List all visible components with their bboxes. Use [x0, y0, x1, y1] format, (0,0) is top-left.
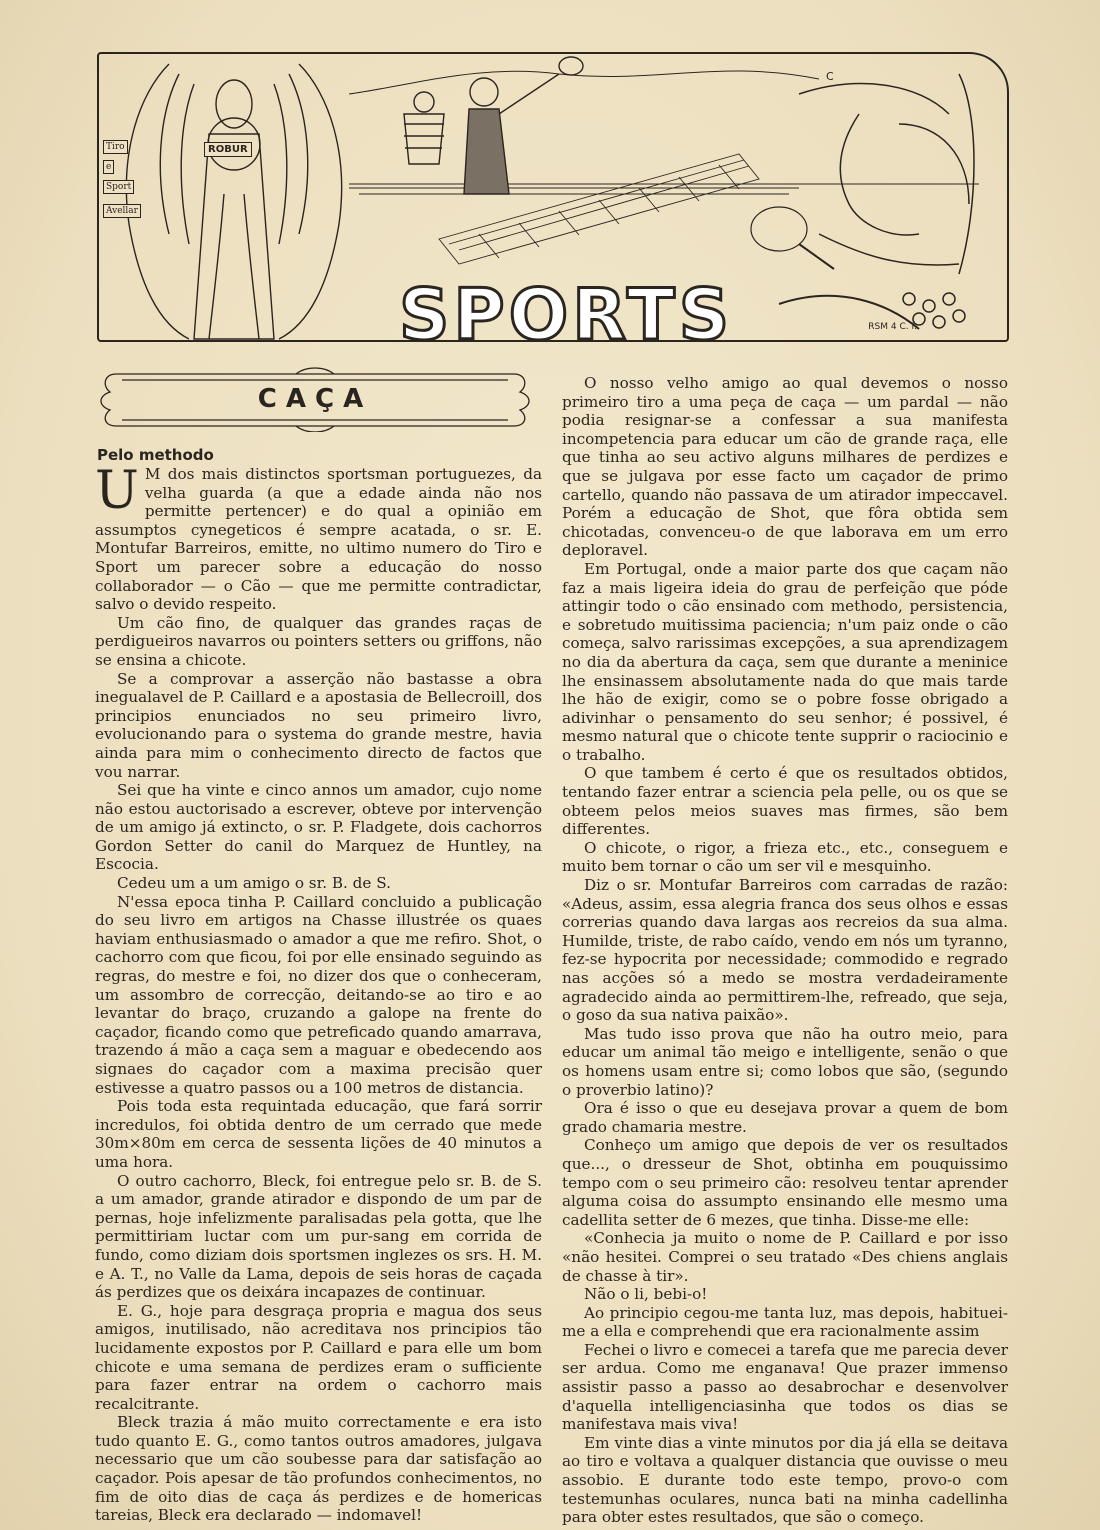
left-column — [95, 461, 542, 1525]
paragraph: «Conhecia ja muito o nome de P. Caillard e por isso «não hesitei. Comprei o seu tratado «Des chiens anglais de chasse à tir». — [562, 1229, 1008, 1285]
paragraph: Bleck trazia á mão muito correctamente e era isto tudo quanto E. G., como tantos outros amadores, julgava necessario que um cão soubesse para dar satisfação ao caçador. Pois apesar de tão profundos conhecimentos, no fim de oito dias de caça ás perdizes e de homericas tareias, Bleck era declarado — indomavel! — [95, 1413, 542, 1525]
robur-emblem: ROBUR — [204, 142, 252, 157]
paragraph: Ao principio cegou-me tanta luz, mas depois, habituei-me a ella e comprehendi que era racionalmente assim — [562, 1303, 1008, 1341]
artist-signature: RSM 4 C. I. — [868, 322, 917, 332]
paragraph: N'essa epoca tinha P. Caillard concluido a publicação do seu livro em artigos na Chasse illustrée os quaes haviam enthusiasmado o amador a que me refiro. Shot, o cachorro com que ficou, foi por elle ensinado seguindo as regras, do mestre e foi, no dizer dos que o conheceram, um assombro de correcção, deitando-se ao tiro e ao levantar do braço, cruzando a galope na frente do caçador, ficando como que petreficado quando amarrava, trazendo á mão a caça sem a maguar e obedecendo aos signaes do caçador com a maxima precisão quer estivesse a quatro passos ou a 100 metros de distancia. — [95, 892, 542, 1097]
paragraph: Em vinte dias a vinte minutos por dia já ella se deitava ao tiro e voltava a qualquer distancia que ouvisse o meu assobio. E durante todo este tempo, provo-o com testemunhas oculares, nunca bati na minha cadellinha para obter estes resultados, que são o começo. — [562, 1433, 1008, 1527]
right-column — [562, 374, 1008, 1527]
cap-letter: C — [826, 70, 834, 83]
paragraph: Em Portugal, onde a maior parte dos que caçam não faz a mais ligeira ideia do grau de perfeição que póde attingir todo o cão ensinado com methodo, persistencia, e sobretudo muitissima paciencia; n'um paiz onde o cão começa, salvo rarissimas excepções, a sua aprendizagem no dia da abertura da caça, sem que durante a meninice lhe ensinassem absolutamente nada do que mais tarde lhe hão de exigir, como se o pobre fosse obrigado a adivinhar o pensamento do seu senhor; é possivel, é mesmo natural que o chicote tente supprir o raciocinio e o trabalho. — [562, 559, 1008, 764]
paragraph: Pois toda esta requintada educação, que fará sorrir incredulos, foi obtida dentro de um cerrado que mede 30m×80m em cerca de sessenta lições de 40 minutos a uma hora. — [95, 1097, 542, 1171]
side-tab-avellar: Avellar — [103, 204, 141, 218]
paragraph: O chicote, o rigor, a frieza etc., etc., conseguem e muito bem tornar o cão um ser vil e mesquinho. — [562, 838, 1008, 876]
paragraph: Mas tudo isso prova que não ha outro meio, para educar um animal tão meigo e intelligente, senão o que os homens usam entre si; como lobos que são, (segundo o proverbio latino)? — [562, 1024, 1008, 1099]
paragraph: Um cão fino, de qualquer das grandes raças de perdigueiros navarros ou pointers setters ou griffons, não se ensina a chicote. — [95, 613, 542, 669]
side-tab-e: e — [103, 160, 114, 174]
drop-cap: U — [95, 461, 139, 521]
side-tab-sport: Sport — [103, 180, 134, 194]
paragraph: Não o li, bebi-o! — [584, 1285, 708, 1304]
paragraph: E. G., hoje para desgraça propria e magua dos seus amigos, inutilisado, não acreditava nos principios tão lucidamente expostos por P. Caillard e para elle um bom chicote e uma semana de perdizes eram o sufficiente para fazer entrar na ordem o cachorro mais recalcitrante. — [95, 1301, 542, 1413]
paragraph: Ora é isso o que eu desejava provar a quem de bom grado chamaria mestre. — [562, 1099, 1008, 1136]
paragraph: O outro cachorro, Bleck, foi entregue pelo sr. B. de S. a um amador, grande atirador e dispondo de um par de pernas, hoje infelizmente paralisadas pela gotta, que lhe permittiriam luctar com um pur-sang em corrida de fundo, como diziam dois sportsmen inglezes os srs. H. M. e A. T., no Valle da Lama, depois de seis horas de caçada ás perdizes que os deixára incapazes de continuar. — [95, 1171, 542, 1302]
banner-title: SPORTS — [399, 274, 734, 342]
paragraph: Conheço um amigo que depois de ver os resultados que..., o dresseur de Shot, obtinha em pouquissimo tempo com o seu primeiro cão: resolveu tentar aprender alguma coisa do assumpto ensinando elle mesmo uma cadellita setter de 6 mezes, que tinha. Disse-me elle: — [562, 1136, 1008, 1229]
header-illustration — [97, 52, 1009, 342]
article-subtitle: Pelo methodo — [97, 446, 214, 464]
paragraph: Diz o sr. Montufar Barreiros com carradas de razão: «Adeus, assim, essa alegria franca dos seus olhos e essas correrias quando dava largas aos recreios da sua alma. Humilde, triste, de rabo caído, vendo em nós um tyranno, fez-se hypocrita por necessidade; commodido e regrado nas acções só a medo se mostra verdadeiramente agradecido ainda ao permittirem-lhe, refreado, que seja, o goso da sua nativa paixão». — [562, 876, 1008, 1025]
paragraph: U M dos mais distinctos sportsman portuguezes, da velha guarda (a que a edade ainda não nos permitte pertencer) e do qual a opinião em assumptos cynegeticos é sempre acatada, o sr. E. Montufar Barreiros, emitte, no ultimo numero do Tiro e Sport um parecer sobre a educação do nosso collaborador — o Cão — que me permitte contradictar, salvo o devido respeito. — [95, 461, 542, 614]
paragraph: Sei que ha vinte e cinco annos um amador, cujo nome não estou auctorisado a escrever, obteve por intervenção de um amigo já extincto, o sr. P. Fladgete, dois cachorros Gordon Setter do canil do Marquez de Huntley, na Escocia. — [95, 781, 542, 874]
section-cartouche — [96, 366, 534, 432]
paragraph: Cedeu um a um amigo o sr. B. de S. — [117, 874, 391, 893]
paragraph: O que tambem é certo é que os resultados obtidos, tentando fazer entrar a sciencia pela pelle, ou os que se obteem pelos meios suaves mas firmes, são bem differentes. — [562, 764, 1008, 839]
paragraph: O nosso velho amigo ao qual devemos o nosso primeiro tiro a uma peça de caça — um pardal — não podia resignar-se a confessar a sua manifesta incompetencia para educar um cão de grande raça, elle que tinha ao seu activo alguns milhares de perdizes e que se julgava por esse facto um caçador de primo cartello, quando não passava de um atirador impeccavel. Porém a educação de Shot, que fôra obtida sem chicotadas, convenceu-o de que laborava em um erro deploravel. — [562, 374, 1008, 560]
side-tab-tiro: Tiro — [103, 140, 128, 154]
paragraph: Se a comprovar a asserção não bastasse a obra inegualavel de P. Caillard e a apostasia de Bellecroill, dos principios enunciados no seu primeiro livro, evolucionando para o systema do grande mestre, havia ainda para mim o conhecimento directo de factos que vou narrar. — [95, 669, 542, 781]
section-title: CAÇA — [257, 384, 373, 414]
paragraph: Fechei o livro e comecei a tarefa que me parecia dever ser ardua. Como me enganava! Que prazer immenso assistir passo a passo ao desabrochar e desenvolver d'aquella intelligenciasinha que todos os dias se manifestava mais viva! — [562, 1340, 1008, 1434]
